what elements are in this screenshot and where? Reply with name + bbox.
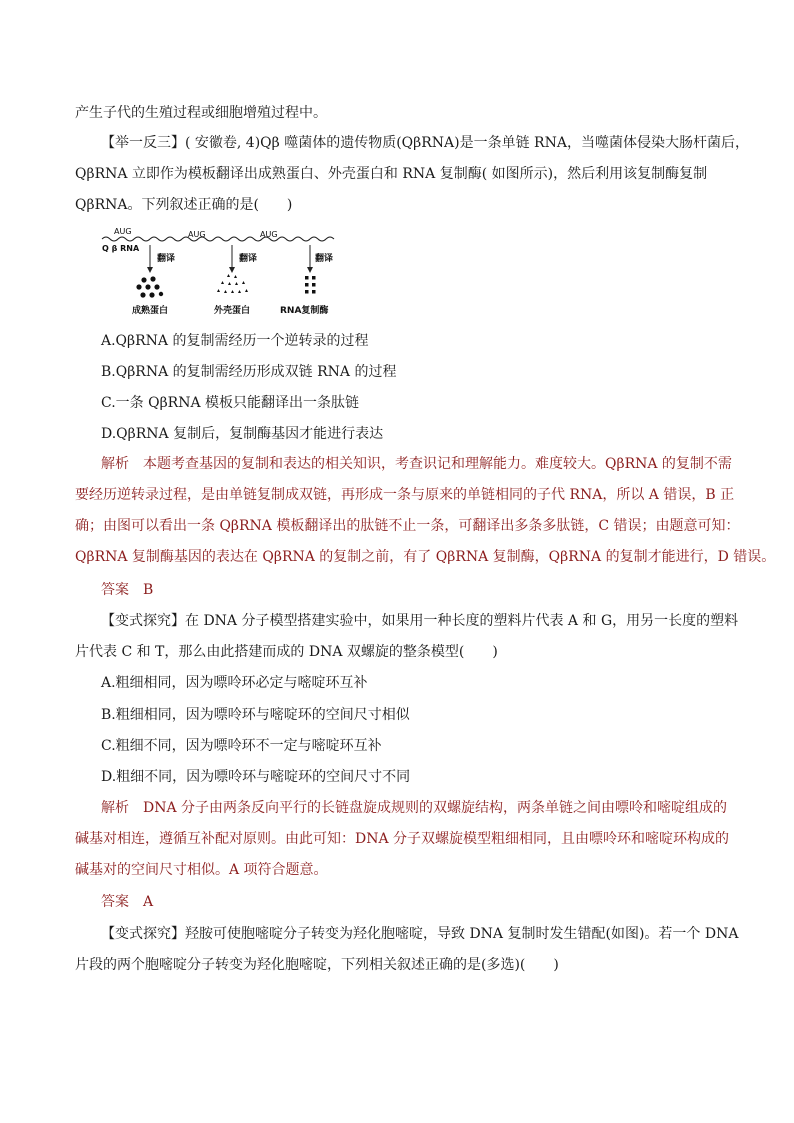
qbeta-rna-figure xyxy=(100,225,340,320)
q2-option-d: D.粗细不同，因为嘌呤环与嘧啶环的空间尺寸不同 xyxy=(101,769,411,785)
q3-stem-line-2: 片段的两个胞嘧啶分子转变为羟化胞嘧啶，下列相关叙述正确的是(多选)( ) xyxy=(75,957,559,973)
q1-option-b: B.QβRNA 的复制需经历形成双链 RNA 的过程 xyxy=(101,364,397,380)
q2-explanation-1: 解析 DNA 分子由两条反向平行的长链盘旋成规则的双螺旋结构，两条单链之间由嘌呤和嘧啶组成的 xyxy=(101,800,728,816)
q2-explanation-2: 碱基对相连，遵循互补配对原则。由此可知：DNA 分子双螺旋模型粗细相同，且由嘌呤环和嘧啶环构成的 xyxy=(75,831,730,847)
coat-protein-triangles xyxy=(217,274,248,293)
intro-line: 产生子代的生殖过程或细胞增殖过程中。 xyxy=(75,105,327,121)
arrow-head-2 xyxy=(229,267,235,273)
product-label-2: 外壳蛋白 xyxy=(214,306,251,316)
rna-label: Q β RNA xyxy=(102,244,140,253)
codon-label-1: AUG xyxy=(114,227,132,236)
rna-strand xyxy=(102,237,334,241)
q2-option-c: C.粗细不同，因为嘌呤环不一定与嘧啶环互补 xyxy=(101,738,382,754)
q2-answer: 答案 A xyxy=(101,894,154,910)
codon-label-2: AUG xyxy=(188,230,206,239)
q2-stem-line-2: 片代表 C 和 T，那么由此搭建而成的 DNA 双螺旋的整条模型( ) xyxy=(75,644,498,660)
q1-explanation-3: 确；由图可以看出一条 QβRNA 模板翻译出的肽链不止一条，可翻译出多条多肽链，C 错误；由题意可知： xyxy=(75,518,740,534)
replicase-squares xyxy=(305,276,316,294)
product-label-3: RNA复制酶 xyxy=(280,306,329,316)
translate-label-3: 翻译 xyxy=(315,254,334,264)
q2-stem-line-1: 【变式探究】在 DNA 分子模型搭建实验中，如果用一种长度的塑料片代表 A 和 G，用另一长度的塑料 xyxy=(101,613,739,629)
mature-protein-dots xyxy=(136,276,163,297)
q1-stem-line-1: 【举一反三】( 安徽卷, 4)Qβ 噬菌体的遗传物质(QβRNA)是一条单链 RNA，当噬菌体侵染大肠杆菌后， xyxy=(101,135,749,151)
q1-answer: 答案 B xyxy=(101,582,154,598)
codon-label-3: AUG xyxy=(260,230,278,239)
arrow-head-3 xyxy=(307,267,313,273)
q1-stem-line-3: QβRNA。下列叙述正确的是( ) xyxy=(75,197,293,213)
q1-option-a: A.QβRNA 的复制需经历一个逆转录的过程 xyxy=(101,333,369,349)
translate-label-1: 翻译 xyxy=(157,254,176,264)
q1-option-c: C.一条 QβRNA 模板只能翻译出一条肽链 xyxy=(101,395,360,411)
q1-explanation-2: 要经历逆转录过程，是由单链复制成双链，再形成一条与原来的单链相同的子代 RNA，所以 A 错误，B 正 xyxy=(75,487,735,503)
q1-explanation-4: QβRNA 复制酶基因的表达在 QβRNA 的复制之前，有了 QβRNA 复制酶，QβRNA 的复制才能进行，D 错误。 xyxy=(75,549,776,565)
q1-stem-line-2: QβRNA 立即作为模板翻译出成熟蛋白、外壳蛋白和 RNA 复制酶( 如图所示)，然后利用该复制酶复制 xyxy=(75,166,708,182)
q3-stem-line-1: 【变式探究】羟胺可使胞嘧啶分子转变为羟化胞嘧啶，导致 DNA 复制时发生错配(如图)。若一个 DNA xyxy=(101,926,739,942)
arrow-head-1 xyxy=(147,267,153,273)
translate-label-2: 翻译 xyxy=(239,254,258,264)
q1-explanation-1: 解析 本题考查基因的复制和表达的相关知识，考查识记和理解能力。难度较大。QβRNA 的复制不需 xyxy=(101,456,732,472)
q1-option-d: D.QβRNA 复制后，复制酶基因才能进行表达 xyxy=(101,426,384,442)
qbeta-rna-diagram xyxy=(100,225,340,320)
product-label-1: 成熟蛋白 xyxy=(132,306,169,316)
q2-explanation-3: 碱基对的空间尺寸相似。A 项符合题意。 xyxy=(75,862,328,878)
q2-option-a: A.粗细相同，因为嘌呤环必定与嘧啶环互补 xyxy=(101,675,368,691)
q2-option-b: B.粗细相同，因为嘌呤环与嘧啶环的空间尺寸相似 xyxy=(101,707,410,723)
